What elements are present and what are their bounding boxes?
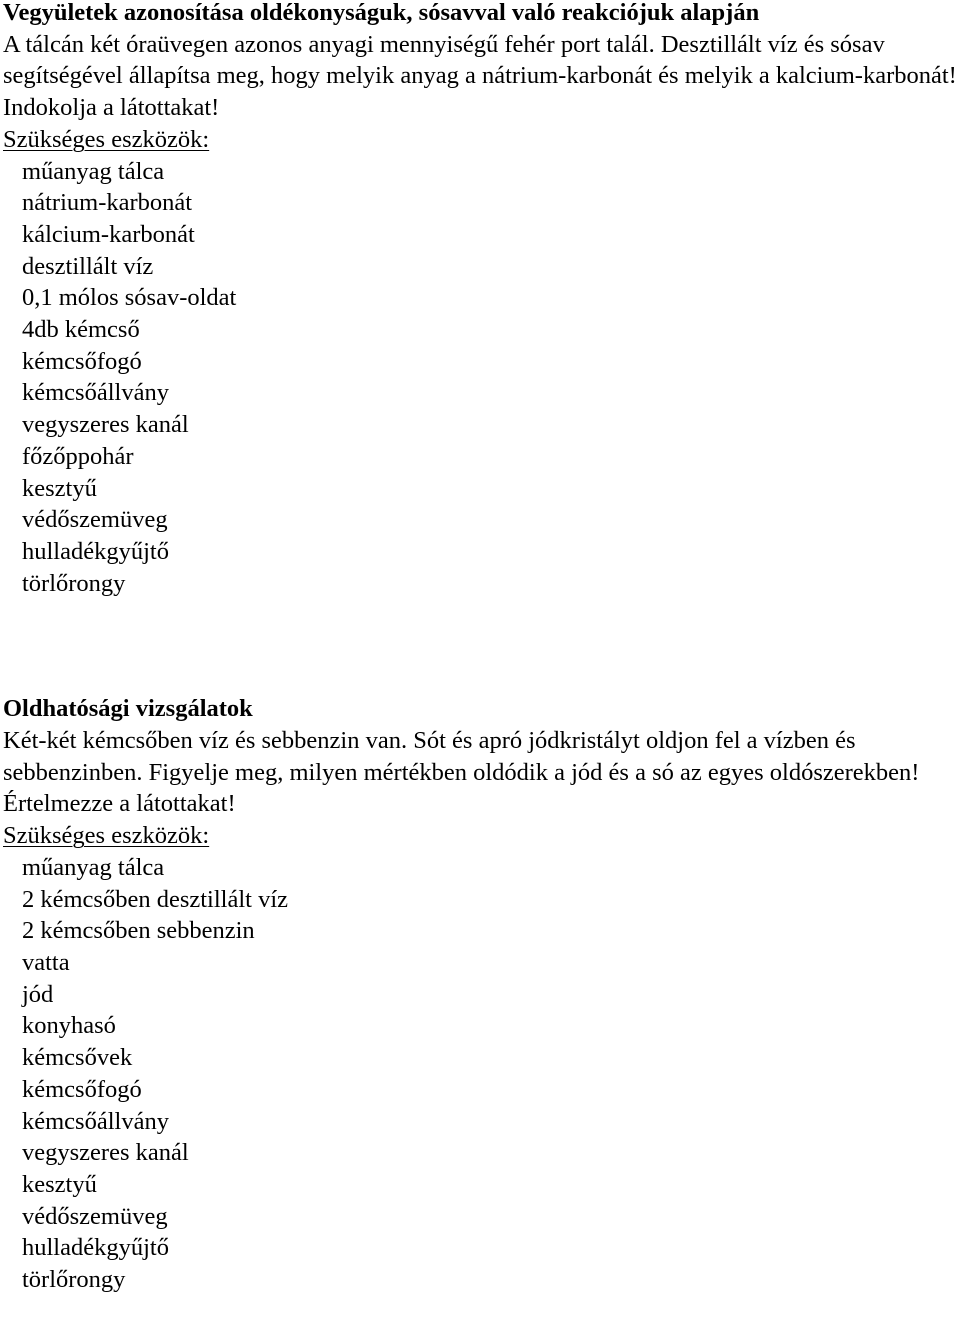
tools-list bbox=[3, 156, 958, 600]
list-item: kémcsőállvány bbox=[22, 379, 169, 407]
list-item: kesztyű bbox=[22, 474, 97, 502]
list-item: törlőrongy bbox=[22, 569, 126, 597]
task-description: A tálcán két óraüvegen azonos anyagi mennyiségű fehér port talál. Desztillált víz és sósav segítségével állapítsa meg, hogy melyik anyag a nátrium-karbonát és melyik a kalcium-karbonát! bbox=[3, 30, 957, 90]
section-compound-identification bbox=[3, 0, 958, 599]
list-item: kesztyű bbox=[22, 1170, 97, 1198]
list-item: hulladékgyűjtő bbox=[22, 1234, 169, 1262]
list-item: kémcsőállvány bbox=[22, 1107, 169, 1135]
list-item: 0,1 mólos sósav-oldat bbox=[22, 284, 237, 312]
section-title: Vegyületek azonosítása oldékonyságuk, sósavval való reakciójuk alapján bbox=[3, 0, 760, 26]
list-item: vegyszeres kanál bbox=[22, 411, 189, 439]
list-item: vegyszeres kanál bbox=[22, 1139, 189, 1167]
list-item: vatta bbox=[22, 948, 70, 976]
document-page bbox=[3, 0, 958, 1296]
list-item: kémcsőfogó bbox=[22, 1075, 142, 1103]
list-item: nátrium-karbonát bbox=[22, 189, 193, 217]
tools-list bbox=[3, 852, 958, 1296]
list-item: 4db kémcső bbox=[22, 316, 140, 344]
section-solubility-tests bbox=[3, 693, 958, 1295]
list-item: desztillált víz bbox=[22, 252, 154, 280]
list-item: jód bbox=[22, 980, 54, 1008]
list-item: kémcsőfogó bbox=[22, 347, 142, 375]
tools-heading: Szükséges eszközök: bbox=[3, 125, 210, 153]
list-item: védőszemüveg bbox=[22, 1202, 168, 1230]
list-item: konyhasó bbox=[22, 1012, 116, 1040]
tools-heading: Szükséges eszközök: bbox=[3, 822, 210, 850]
list-item: törlőrongy bbox=[22, 1266, 126, 1294]
section-title: Oldhatósági vizsgálatok bbox=[3, 695, 253, 723]
list-item: műanyag tálca bbox=[22, 853, 165, 881]
list-item: 2 kémcsőben sebbenzin bbox=[22, 917, 255, 945]
list-item: 2 kémcsőben desztillált víz bbox=[22, 885, 289, 913]
task-instruction: Indokolja a látottakat! bbox=[3, 94, 220, 122]
list-item: kálcium-karbonát bbox=[22, 220, 195, 248]
list-item: főzőppohár bbox=[22, 442, 134, 470]
task-description: Két-két kémcsőben víz és sebbenzin van. Sót és apró jódkristályt oldjon fel a vízben és sebbenzinben. Figyelje meg, milyen mértékben oldódik a jód és a só az egyes oldószerekben! Értelmezze a látottakat! bbox=[3, 727, 920, 818]
list-item: műanyag tálca bbox=[22, 157, 165, 185]
list-item: kémcsővek bbox=[22, 1044, 133, 1072]
list-item: hulladékgyűjtő bbox=[22, 537, 169, 565]
list-item: védőszemüveg bbox=[22, 506, 168, 534]
